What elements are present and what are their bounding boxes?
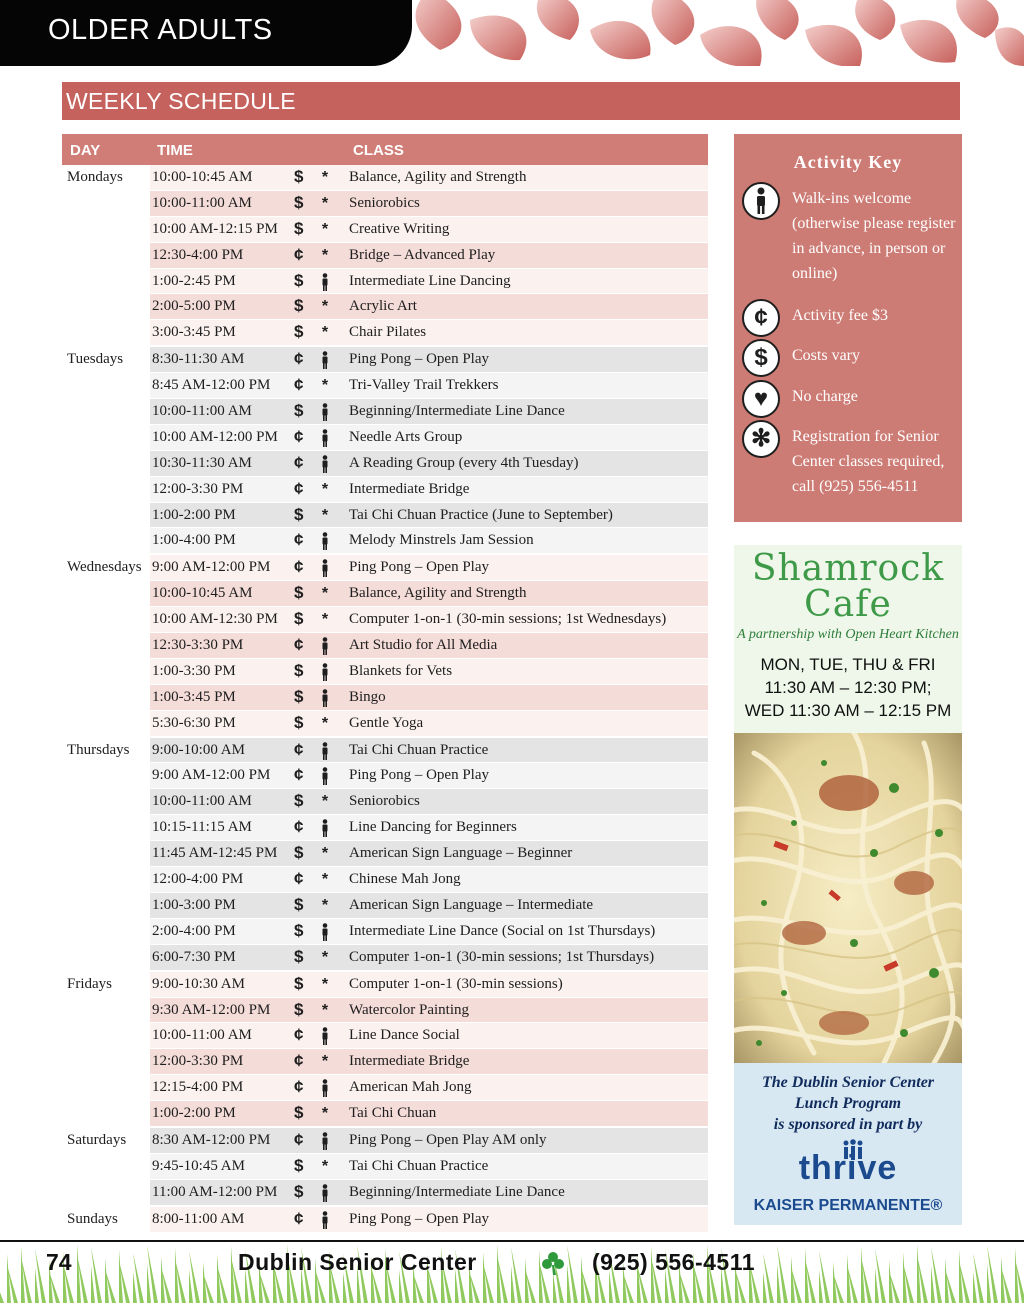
activity-key-title: Activity Key [793,152,903,172]
footer-phone: (925) 556-4511 [592,1249,756,1275]
row-fee-symbol: $ [294,712,304,732]
table-row [150,294,708,320]
footer-center-name: Dublin Senior Center [238,1249,477,1275]
row-class: Needle Arts Group [349,428,463,445]
registration-icon: * [321,793,329,811]
row-time: 12:30-4:00 PM [152,246,244,263]
walk-in-icon [319,663,331,681]
thrive-logo: thrive [798,1149,898,1187]
row-class: Watercolor Painting [349,1001,470,1018]
row-class: Tai Chi Chuan [349,1105,437,1122]
registration-icon: * [321,611,329,629]
walk-in-icon [319,403,331,421]
table-row [150,581,708,607]
row-fee-symbol: ¢ [294,557,304,577]
sponsor-line1: The Dublin Senior Center [761,1074,935,1091]
table-row [150,1154,708,1180]
day-label: Mondays [67,169,123,185]
registration-icon: * [321,845,329,863]
row-time: 9:45-10:45 AM [152,1157,245,1174]
registration-icon: * [321,169,329,186]
row-class: Acrylic Art [349,298,417,315]
walk-in-icon [319,1027,331,1045]
table-body [62,165,708,1234]
sponsor-line2: Lunch Program [794,1095,902,1112]
cafe-title [734,548,962,625]
row-fee-symbol: ¢ [294,244,304,264]
table-row [150,555,708,581]
column-header-class: CLASS [353,142,404,159]
row-fee-symbol: $ [294,973,304,993]
walk-in-icon [319,742,331,760]
walk-in-icon [319,1079,331,1097]
row-fee-symbol: $ [294,609,304,629]
row-time: 12:30-3:30 PM [152,637,244,654]
key-glyph: ¢ [754,304,768,331]
heart-icon [742,380,780,418]
day-group [62,555,708,737]
day-label: Saturdays [67,1131,127,1148]
table-row [150,685,708,711]
row-time: 10:00 AM-12:00 PM [152,428,278,445]
row-class: Creative Writing [349,220,450,237]
table-row [150,789,708,815]
activity-key-text: Walk-ins welcome (otherwise please register in advance, in person or online) [792,190,956,282]
table-row [150,893,708,919]
registration-icon: * [321,220,329,238]
walk-in-icon [319,767,331,785]
day-group [62,1207,708,1234]
table-row [150,269,708,295]
registration-icon: * [321,480,329,498]
row-fee-symbol: ¢ [294,1129,304,1149]
registration-icon: * [321,948,329,966]
row-class: American Mah Jong [349,1079,472,1096]
row-class: Line Dance Social [349,1027,460,1044]
sponsor-box [734,1063,962,1225]
table-row [150,815,708,841]
table-row [150,633,708,659]
row-fee-symbol: $ [294,218,304,238]
row-fee-symbol: $ [294,920,304,940]
row-time: 10:00-11:00 AM [152,793,252,810]
row-class: Ping Pong – Open Play AM only [349,1131,547,1148]
row-time: 1:00-2:45 PM [152,272,236,289]
walk-in-icon [319,1132,331,1150]
table-header [62,134,708,165]
table-row [150,1207,708,1233]
page-number: 74 [46,1249,72,1275]
row-fee-symbol: $ [294,999,304,1019]
row-class: Tai Chi Chuan Practice [349,1157,489,1174]
row-fee-symbol: $ [294,1181,304,1201]
row-class: Computer 1-on-1 (30-min sessions; 1st Thursdays) [349,948,655,965]
table-row [150,841,708,867]
kaiser-permanente-logo: KAISER PERMANENTE® [753,1197,943,1214]
table-row [150,528,708,554]
walk-in-icon [319,351,331,369]
table-row [150,451,708,477]
row-class: Intermediate Bridge [349,480,470,497]
row-fee-symbol: $ [294,894,304,914]
row-class: Intermediate Line Dance (Social on 1st Thursdays) [349,922,656,939]
day-group [62,1128,708,1207]
row-class: Ping Pong – Open Play [349,1210,490,1227]
day-group [62,738,708,972]
table-row [150,1128,708,1154]
row-fee-symbol: ¢ [294,869,304,889]
row-class: Balance, Agility and Strength [349,585,527,602]
row-fee-symbol: $ [294,270,304,290]
row-class: Seniorobics [349,194,420,211]
walk-in-icon [319,273,331,291]
row-fee-symbol: ¢ [294,452,304,472]
row-fee-symbol: $ [294,686,304,706]
column-header-day: DAY [70,142,101,159]
row-class: Balance, Agility and Strength [349,169,527,185]
row-class: Art Studio for All Media [349,637,498,654]
row-class: Seniorobics [349,793,420,810]
activity-key-text: Costs vary [792,347,860,364]
sponsor-line3: is sponsored in part by [773,1116,923,1133]
row-class: Computer 1-on-1 (30-min sessions; 1st Wednesdays) [349,611,667,628]
walk-in-icon [319,455,331,473]
table-row [150,1101,708,1127]
row-class: American Sign Language – Intermediate [349,896,594,913]
row-fee-symbol: ¢ [294,349,304,369]
row-class: A Reading Group (every 4th Tuesday) [349,454,579,471]
cafe-hours-line1: MON, TUE, THU & FRI [760,655,936,674]
row-fee-symbol: ¢ [294,1208,304,1228]
row-fee-symbol: $ [294,843,304,863]
cafe-title-line2: Cafe [804,584,892,625]
row-class: Bingo [349,688,386,705]
day-label: Fridays [67,975,112,992]
row-fee-symbol: $ [294,660,304,680]
activity-key-text: No charge [792,388,858,405]
table-row [150,217,708,243]
row-time: 12:00-3:30 PM [152,1053,244,1070]
row-class: Ping Pong – Open Play [349,767,490,784]
row-class: Intermediate Bridge [349,1053,470,1070]
activity-key [734,134,962,522]
registration-icon: * [321,896,329,914]
row-time: 1:00-3:30 PM [152,662,236,679]
row-fee-symbol: ¢ [294,478,304,498]
row-fee-symbol: $ [294,192,304,212]
registration-icon: * [321,324,329,342]
cent-icon [742,299,780,337]
table-row [150,477,708,503]
row-fee-symbol: $ [294,296,304,316]
row-fee-symbol: ¢ [294,1077,304,1097]
row-time: 3:00-3:45 PM [152,324,236,341]
row-time: 8:00-11:00 AM [152,1210,245,1227]
row-time: 10:00 AM-12:15 PM [152,220,278,237]
row-fee-symbol: ¢ [294,426,304,446]
row-time: 1:00-2:00 PM [152,506,236,523]
row-class: Computer 1-on-1 (30-min sessions) [349,975,563,992]
table-row [150,165,708,191]
row-class: Melody Minstrels Jam Session [349,532,534,549]
walk-in-icon [319,923,331,941]
walk-in-icon [319,689,331,707]
cafe-ad [734,545,962,733]
activity-key-text: Activity fee $3 [792,307,888,324]
section-label: OLDER ADULTS [48,14,273,46]
row-time: 6:00-7:30 PM [152,948,236,965]
day-group [62,165,708,347]
row-fee-symbol: ¢ [294,765,304,785]
walk-in-icon [319,1211,331,1229]
row-time: 2:00-4:00 PM [152,922,236,939]
walk-in-icon [319,559,331,577]
row-time: 5:30-6:30 PM [152,714,236,731]
row-time: 12:15-4:00 PM [152,1079,244,1096]
day-label: Wednesdays [67,559,142,576]
row-fee-symbol: $ [294,791,304,811]
row-time: 8:30-11:30 AM [152,351,245,368]
table-row [150,919,708,945]
row-fee-symbol: $ [294,946,304,966]
day-group [62,347,708,555]
table-row [150,243,708,269]
table-row [150,1023,708,1049]
row-class: Blankets for Vets [349,662,453,679]
table-row [150,191,708,217]
table-row [150,945,708,971]
row-fee-symbol: ¢ [294,530,304,550]
row-fee-symbol: $ [294,1103,304,1123]
row-fee-symbol: ¢ [294,375,304,395]
row-class: Tri-Valley Trail Trekkers [349,377,499,394]
walk-in-icon [319,819,331,837]
key-glyph: $ [754,344,768,371]
table-row [150,711,708,737]
row-time: 10:00-11:00 AM [152,1027,252,1044]
cafe-hours-line2: 11:30 AM – 12:30 PM; [764,678,932,697]
row-fee-symbol: $ [294,1155,304,1175]
cafe-tagline: A partnership with Open Heart Kitchen [737,627,959,642]
walk-in-icon [319,1184,331,1202]
row-class: Ping Pong – Open Play [349,351,490,368]
registration-icon: * [321,298,329,316]
row-time: 10:00-11:00 AM [152,194,252,211]
row-fee-symbol: $ [294,322,304,342]
day-label: Sundays [67,1210,118,1227]
walk-in-icon [319,637,331,655]
key-glyph: ✻ [750,425,772,452]
registration-icon: * [321,506,329,524]
table-row [150,972,708,998]
cafe-title-line1: Shamrock [751,548,945,589]
row-fee-symbol: ¢ [294,817,304,837]
row-class: Chair Pilates [349,324,427,341]
row-class: Line Dancing for Beginners [349,819,517,836]
row-time: 1:00-3:00 PM [152,896,236,913]
table-row [150,763,708,789]
table-row [150,399,708,425]
row-fee-symbol: ¢ [294,635,304,655]
row-time: 10:00 AM-12:30 PM [152,611,278,628]
walk-in-icon [742,182,780,220]
shamrock-icon [540,1250,566,1276]
sponsor-text [734,1072,962,1135]
column-header-time: TIME [157,142,193,159]
day-label: Thursdays [67,741,130,758]
registration-icon: * [321,1053,329,1071]
registration-icon: * [321,246,329,264]
table-row [150,320,708,346]
table-row [150,738,708,764]
table-row [150,659,708,685]
row-time: 12:00-3:30 PM [152,480,244,497]
pasta-photo [734,733,962,1063]
table-row [150,607,708,633]
registration-icon: * [321,377,329,395]
pasta-illustration [734,733,962,1063]
table-row [150,425,708,451]
row-class: Bridge – Advanced Play [349,246,496,263]
row-time: 10:00-10:45 AM [152,585,253,602]
row-time: 9:00-10:00 AM [152,741,245,758]
grass-icon [0,1238,1024,1303]
table-row [150,998,708,1024]
row-time: 8:45 AM-12:00 PM [152,377,271,394]
walk-in-icon [319,532,331,550]
row-fee-symbol: $ [294,583,304,603]
day-label: Tuesdays [67,351,124,368]
dollar-icon [742,339,780,377]
row-class: Ping Pong – Open Play [349,559,490,576]
row-class: Intermediate Line Dancing [349,272,511,289]
banner-title: WEEKLY SCHEDULE [66,88,296,114]
row-class: Chinese Mah Jong [349,871,461,888]
registration-icon: * [321,1157,329,1175]
registration-icon: * [321,1105,329,1123]
schedule-table [62,134,708,1234]
row-time: 9:30 AM-12:00 PM [152,1001,271,1018]
cafe-hours [734,653,962,722]
row-fee-symbol: ¢ [294,1051,304,1071]
table-row [150,1049,708,1075]
walk-in-icon [319,429,331,447]
registration-icon: * [321,194,329,212]
table-row [150,1075,708,1101]
row-time: 2:00-5:00 PM [152,298,236,315]
row-class: Beginning/Intermediate Line Dance [349,1183,565,1200]
row-fee-symbol: ¢ [294,739,304,759]
activity-key-text: Registration for Senior Center classes required, call (925) 556-4511 [792,428,945,495]
registration-icon: * [321,714,329,732]
row-fee-symbol: $ [294,401,304,421]
table-row [150,373,708,399]
row-class: Tai Chi Chuan Practice (June to September) [349,506,613,523]
row-time: 10:00-11:00 AM [152,403,252,420]
row-fee-symbol: $ [294,167,304,186]
table-row [150,347,708,373]
row-time: 1:00-4:00 PM [152,532,236,549]
registration-icon [742,420,780,458]
table-row [150,867,708,893]
footer-rule [0,1240,1024,1242]
row-time: 1:00-2:00 PM [152,1105,236,1122]
row-time: 1:00-3:45 PM [152,688,236,705]
row-time: 12:00-4:00 PM [152,871,244,888]
row-time: 10:30-11:30 AM [152,454,252,471]
page-header [0,0,1024,66]
key-glyph: ♥ [753,385,769,412]
row-class: Beginning/Intermediate Line Dance [349,403,565,420]
row-time: 10:15-11:15 AM [152,819,252,836]
row-class: American Sign Language – Beginner [349,845,573,862]
row-fee-symbol: ¢ [294,1025,304,1045]
table-row [150,1180,708,1206]
row-time: 10:00-10:45 AM [152,169,253,185]
row-time: 8:30 AM-12:00 PM [152,1131,271,1148]
row-time: 11:00 AM-12:00 PM [152,1183,278,1200]
row-class: Gentle Yoga [349,714,424,731]
cafe-hours-line3: WED 11:30 AM – 12:15 PM [744,701,952,720]
day-group [62,972,708,1128]
table-row [150,503,708,529]
row-time: 11:45 AM-12:45 PM [152,845,278,862]
registration-icon: * [321,585,329,603]
row-class: Tai Chi Chuan Practice [349,741,489,758]
row-time: 9:00-10:30 AM [152,975,245,992]
registration-icon: * [321,1001,329,1019]
row-time: 9:00 AM-12:00 PM [152,767,271,784]
row-fee-symbol: $ [294,504,304,524]
row-time: 9:00 AM-12:00 PM [152,559,271,576]
registration-icon: * [321,871,329,889]
registration-icon: * [321,975,329,993]
